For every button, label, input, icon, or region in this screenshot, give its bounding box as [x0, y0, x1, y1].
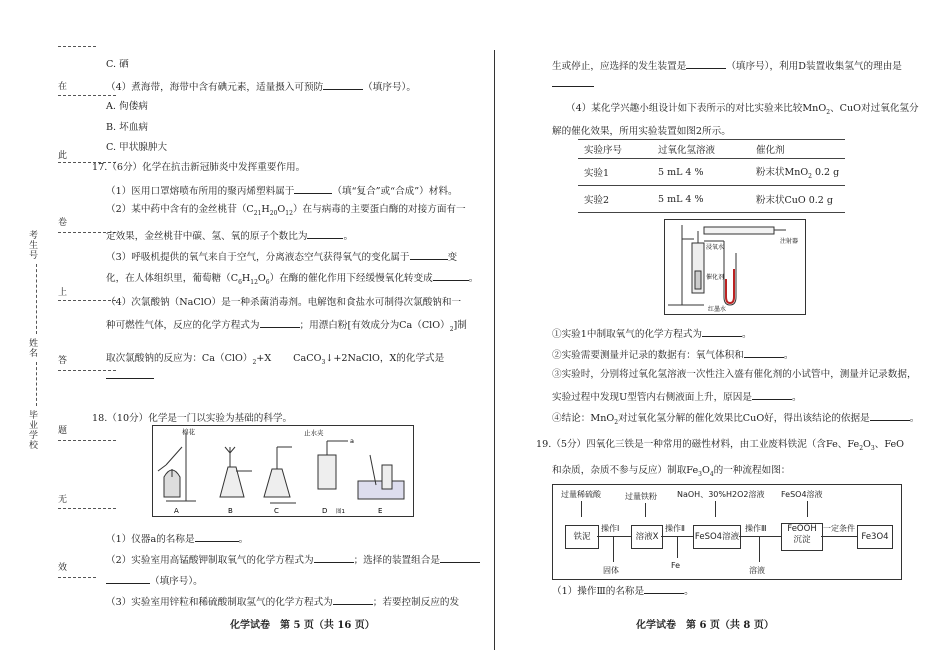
- margin-dash: [58, 440, 116, 441]
- flow-box-fe3o4: Fe3O4: [857, 525, 893, 549]
- flow-box-feso4: FeSO4溶液: [693, 525, 741, 549]
- fig-label-e: E: [378, 507, 383, 515]
- page-divider: [494, 50, 495, 650]
- q19-1: （1）操作Ⅲ的名称是 。: [552, 583, 694, 598]
- margin-dash: [58, 370, 116, 371]
- flow-op1: 操作Ⅰ: [601, 524, 620, 533]
- answer-blank[interactable]: [307, 228, 343, 239]
- margin-dash: [58, 508, 116, 509]
- q17-title: 17.（6分）化学在抗击新冠肺炎中发挥重要作用。: [92, 162, 306, 173]
- margin-char: 题: [58, 426, 68, 436]
- flow-arrow: [597, 536, 631, 537]
- margin-char: 上: [58, 288, 68, 298]
- table-cell: 粉末状CuO 0.2 g: [750, 186, 845, 213]
- q17-2-cont: 定效果，金丝桃苷中碳、氢、氧的原子个数比为 。: [106, 228, 353, 243]
- experiment-apparatus-figure: [664, 219, 806, 315]
- flow-out-solid: 固体: [603, 566, 619, 575]
- flow-arrow: [715, 501, 716, 517]
- q16-4-option-a: A. 佝偻病: [106, 101, 148, 112]
- flow-out-fe: Fe: [671, 561, 681, 570]
- margin-school-label: 毕业学校: [27, 410, 37, 450]
- margin-xingming-label: 姓名: [27, 338, 37, 358]
- q18-4-cont: 解的催化效果，所用实验装置如图2所示。: [552, 126, 731, 137]
- flow-reagent-feso4: FeSO4溶液: [781, 490, 823, 499]
- margin-fill-line: [36, 264, 37, 334]
- fig2-red-ink-label: 红墨水: [708, 306, 727, 313]
- answer-blank[interactable]: [702, 326, 742, 337]
- flow-arrow: [759, 536, 760, 562]
- fig-label-d: D: [322, 507, 328, 515]
- flow-reagent-iron: 过量铁粉: [625, 492, 657, 501]
- flow-box-solution-x: 溶液X: [631, 525, 663, 549]
- process-flowchart: [552, 484, 902, 580]
- margin-fill-line: [36, 362, 37, 406]
- flow-arrow: [677, 536, 678, 558]
- fig-label-a: A: [174, 507, 179, 515]
- answer-blank[interactable]: [314, 552, 354, 563]
- flow-op3: 操作Ⅲ: [745, 524, 767, 533]
- q18-4-sub1: ①实验1中制取氧气的化学方程式为 。: [552, 326, 752, 341]
- flow-out-solution: 溶液: [749, 566, 765, 575]
- margin-dash: [58, 46, 96, 47]
- table-cell: 实验2: [578, 186, 652, 213]
- answer-blank[interactable]: [752, 389, 792, 400]
- q17-1: （1）医用口罩熔喷布所用的聚丙烯塑料属于 （填“复合”或“合成”）材料。: [106, 183, 458, 198]
- table-cell: 实验1: [578, 159, 652, 186]
- answer-blank[interactable]: [433, 270, 469, 281]
- answer-blank[interactable]: [644, 583, 684, 594]
- q17-4: （4）次氯酸钠（NaClO）是一种杀菌消毒剂。电解饱和食盐水可制得次氯酸钠和一: [106, 297, 462, 308]
- margin-kaosheng-label: 考生号: [27, 230, 37, 260]
- q16-4-option-c: C. 甲状腺肿大: [106, 142, 168, 153]
- answer-blank[interactable]: [870, 410, 910, 421]
- table-cell: 5 mL 4 %: [652, 186, 750, 213]
- q17-3: （3）呼吸机提供的氧气来自于空气，分离液态空气获得氧气的变化属于 变: [106, 249, 457, 264]
- q18-2-cont: （填序号）。: [106, 573, 203, 588]
- flow-arrow: [739, 536, 781, 537]
- table-cell: 5 mL 4 %: [652, 159, 750, 186]
- fig-cotton-label: 棉花: [182, 428, 195, 436]
- answer-blank[interactable]: [260, 317, 300, 328]
- answer-blank[interactable]: [294, 183, 332, 194]
- fig2-water-label: 浸氧水: [706, 244, 725, 251]
- lab-apparatus-figure: [152, 425, 414, 517]
- q19-title: 19.（5分）四氧化三铁是一种常用的磁性材料，由工业废料铁泥（含Fe、$Fe_2O_3$、FeO: [536, 439, 905, 452]
- option-c-se: C. 硒: [106, 59, 129, 70]
- table-cell: 粉末状MnO$_2$ 0.2 g: [750, 159, 845, 186]
- table-header-cell: 催化剂: [750, 140, 845, 159]
- answer-blank[interactable]: [410, 249, 448, 260]
- right-page-footer: 化学试卷 第 6 页（共 8 页）: [636, 620, 774, 631]
- flow-reagent-acid: 过量稀硫酸: [561, 490, 601, 499]
- flow-box-iron-mud: 铁泥: [565, 525, 599, 549]
- fig-clip-label: 止水夹: [304, 429, 324, 437]
- answer-blank[interactable]: [686, 58, 726, 69]
- q17-2: （2）某中药中含有的金丝桃苷$(C_{21}H_{20}O_{12})$在与病毒的主要蛋白酶的对接方面有一: [106, 204, 466, 217]
- flow-arrow: [581, 501, 582, 517]
- answer-blank[interactable]: [106, 573, 150, 584]
- flow-arrow: [807, 501, 808, 517]
- experiment-table: [578, 139, 845, 213]
- q18-4: （4）某化学兴趣小组设计如下表所示的对比实验来比较MnO$_2$、CuO对过氧化氢分: [566, 103, 919, 116]
- q19-title-cont: 和杂质，杂质不参与反应）制取$Fe_3O_4$的一种流程如图：: [552, 465, 791, 478]
- margin-dash: [58, 95, 116, 96]
- answer-blank[interactable]: [195, 531, 239, 542]
- answer-blank[interactable]: [333, 594, 373, 605]
- answer-blank[interactable]: [744, 347, 784, 358]
- table-row: [578, 159, 845, 186]
- q18-4-sub4: ④结论：MnO$_2$对过氧化氢分解的催化效果比CuO好，得出该结论的依据是 。: [552, 410, 919, 429]
- flow-arrow: [613, 536, 614, 562]
- q18-4-sub3: ③实验时，分别将过氧化氢溶液一次性注入盛有催化剂的小试管中，测量并记录数据，: [552, 369, 917, 380]
- table-row: [578, 186, 845, 213]
- flow-arrow: [645, 503, 646, 517]
- q18-3-cont: 生或停止，应选择的发生装置是 （填序号），利用D装置收集氢气的理由是: [552, 58, 902, 73]
- q18-3: （3）实验室用锌粒和稀硫酸制取氢气的化学方程式为 ；若要控制反应的发: [106, 594, 459, 609]
- flow-op2: 操作Ⅱ: [665, 524, 685, 533]
- q17-4-cont2: 取次氯酸钠的反应为：$Ca(ClO)_2+X$ CaCO$_3$↓+2NaClO，X的化学式是: [106, 353, 445, 366]
- margin-char: 效: [58, 563, 68, 573]
- fig2-catalyst-label: 催化剂: [706, 274, 725, 281]
- q17-4-cont: 种可燃性气体，反应的化学方程式为 ；用漂白粉[有效成分为$Ca(ClO)_2$]制: [106, 317, 467, 336]
- answer-blank[interactable]: [440, 552, 480, 563]
- margin-char: 在: [58, 82, 68, 92]
- answer-blank[interactable]: [552, 86, 594, 87]
- q18-2: （2）实验室用高锰酸钾制取氧气的化学方程式为 ；选择的装置组合是: [106, 552, 480, 567]
- flow-box-feooh: FeOOH 沉淀: [781, 523, 823, 551]
- q18-4-sub2: ②实验需要测量并记录的数据有：氧气体积和 。: [552, 347, 793, 362]
- margin-char: 答: [58, 356, 68, 366]
- margin-char: 无: [58, 495, 68, 505]
- flow-arrow: [821, 536, 857, 537]
- q18-title: 18.（10分）化学是一门以实验为基础的科学。: [92, 413, 293, 424]
- q18-1: （1）仪器a的名称是 。: [106, 531, 248, 546]
- q17-3-cont: 化，在人体组织里，葡萄糖$(C_6H_{12}O_6)$在酶的催化作用下经缓慢氧化转变成 。: [106, 270, 478, 289]
- q16-4-text: （4）煮海带，海带中含有碘元素，适量摄入可预防 （填序号）。: [106, 79, 416, 94]
- margin-char: 此: [58, 151, 68, 161]
- fig-label-c: C: [274, 507, 279, 515]
- answer-blank[interactable]: [106, 378, 154, 379]
- margin-dash: [58, 577, 96, 578]
- q18-4-sub3-cont: 实验过程中发现U型管内右侧液面上升，原因是 。: [552, 389, 802, 404]
- fig-a-label: a: [350, 437, 354, 445]
- fig-caption: 图1: [336, 509, 345, 515]
- fig-label-b: B: [228, 507, 233, 515]
- answer-blank[interactable]: [323, 79, 363, 90]
- flow-condition: 一定条件: [823, 524, 855, 533]
- table-header-row: [578, 140, 845, 159]
- left-page-footer: 化学试卷 第 5 页（共 16 页）: [230, 620, 375, 631]
- fig2-syringe-label: 注射器: [780, 238, 799, 245]
- table-header-cell: 过氧化氢溶液: [652, 140, 750, 159]
- table-header-cell: 实验序号: [578, 140, 652, 159]
- margin-char: 卷: [58, 218, 68, 228]
- flow-reagent-naoh: NaOH、30%H2O2溶液: [677, 490, 765, 499]
- q16-4-option-b: B. 坏血病: [106, 122, 148, 133]
